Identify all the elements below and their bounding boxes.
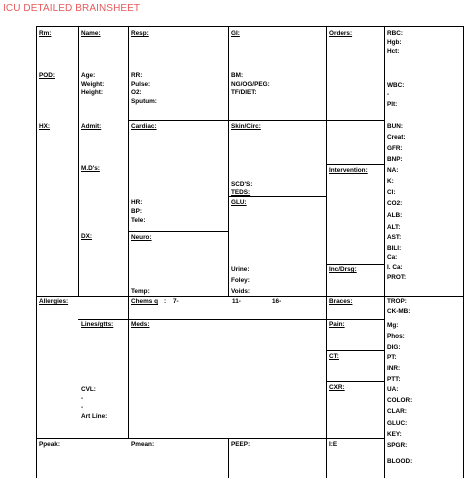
intervention-label: Intervention: — [329, 167, 368, 174]
tf-diet-label: TF/DIET: — [231, 89, 257, 96]
grid-line — [128, 120, 384, 121]
grid-line — [463, 26, 464, 478]
lab-label: CK-MB: — [387, 308, 411, 315]
lab-label: WBC: — [387, 82, 405, 89]
chems-colon: : — [164, 298, 167, 305]
lab-label: Hgb: — [387, 39, 402, 46]
mds-label: M.D's: — [81, 165, 100, 172]
admit-label: Admit: — [81, 123, 102, 130]
lab-label: PT: — [387, 354, 397, 361]
temp-label: Temp: — [131, 288, 150, 295]
chems-11-label: 11- — [232, 298, 241, 305]
cardiac-label: Cardiac: — [131, 123, 157, 130]
lab-label: AST: — [387, 234, 402, 241]
grid-line — [78, 319, 326, 320]
neuro-label: Neuro: — [131, 234, 152, 241]
lab-label: PTT: — [387, 376, 401, 383]
grid-line — [36, 296, 463, 297]
grid-line — [326, 26, 327, 478]
height-label: Height: — [81, 89, 104, 96]
grid-line — [384, 26, 385, 478]
grid-line — [228, 438, 229, 478]
meds-label: Meds: — [131, 321, 150, 328]
lab-label: DIG: — [387, 344, 401, 351]
weight-label: Weight: — [81, 81, 105, 88]
grid-line — [228, 26, 229, 296]
grid-line — [128, 26, 129, 438]
dx-label: DX: — [81, 233, 93, 240]
bp-label: BP: — [131, 208, 143, 215]
lab-label: KEY: — [387, 431, 402, 438]
sputum-label: Sputum: — [131, 98, 157, 105]
peep-label: PEEP: — [231, 441, 251, 448]
lab-label: Phos: — [387, 333, 405, 340]
lab-label: INR: — [387, 365, 401, 372]
pulse-label: Pulse: — [131, 81, 151, 88]
ng-og-peg-label: NG/OG/PEG: — [231, 81, 270, 88]
teds-label: TEDS: — [231, 189, 251, 196]
lab-label: CLAR: — [387, 408, 407, 415]
cxr-label: CXR: — [329, 384, 345, 391]
urine-label: Urine: — [231, 266, 250, 273]
lines-gtts-label: Lines/gtts: — [81, 321, 114, 328]
hx-label: HX: — [39, 123, 51, 130]
art-line-label: Art Line: — [81, 413, 108, 420]
lab-label: ALB: — [387, 212, 403, 219]
lab-label: NA: — [387, 167, 399, 174]
grid-line — [326, 164, 384, 165]
grid-line — [36, 26, 37, 478]
cvl-dash: - — [81, 395, 84, 402]
grid-line — [326, 381, 384, 382]
chems-label: Chems q — [131, 298, 158, 305]
gi-label: GI: — [231, 30, 240, 37]
ct-label: CT: — [329, 353, 339, 360]
skin-circ-label: Skin/Circ: — [231, 123, 261, 130]
foley-label: Foley: — [231, 277, 250, 284]
lab-label: COLOR: — [387, 397, 413, 404]
lab-label: RBC: — [387, 30, 403, 37]
brainsheet-grid — [36, 26, 464, 478]
grid-line — [326, 319, 384, 320]
name-label: Name: — [81, 30, 101, 37]
allergies-label: Allergies: — [39, 298, 69, 305]
lab-label: BILI: — [387, 245, 402, 252]
tele-label: Tele: — [131, 217, 146, 224]
orders-label: Orders: — [329, 30, 353, 37]
pmean-label: Pmean: — [131, 441, 155, 448]
voids-label: Voids: — [231, 288, 251, 295]
lab-label: Plt: — [387, 101, 398, 108]
lab-label: GLUC: — [387, 420, 408, 427]
ie-label: I:E — [329, 441, 338, 448]
cvl-label: CVL: — [81, 386, 96, 393]
bm-label: BM: — [231, 72, 244, 79]
grid-line — [36, 438, 384, 439]
o2-label: O2: — [131, 89, 142, 96]
grid-line — [326, 264, 384, 265]
grid-line — [128, 231, 228, 232]
scds-label: SCD'S: — [231, 181, 253, 188]
hr-label: HR: — [131, 199, 143, 206]
resp-label: Resp: — [131, 30, 149, 37]
chems-7-label: 7- — [173, 298, 179, 305]
lab-label: Creat: — [387, 134, 406, 141]
lab-label: SPGR: — [387, 442, 408, 449]
lab-label: Hct: — [387, 48, 400, 55]
lab-label: Cl: — [387, 189, 396, 196]
rr-label: RR: — [131, 72, 143, 79]
lab-label: ALT: — [387, 224, 401, 231]
lab-label: BLOOD: — [387, 458, 413, 465]
lab-label: Ca: — [387, 254, 398, 261]
lab-label: - — [387, 91, 390, 98]
lab-label: I. Ca: — [387, 264, 403, 271]
lab-label: CO2: — [387, 200, 403, 207]
lab-label: BNP: — [387, 156, 403, 163]
cvl-dash: - — [81, 404, 84, 411]
grid-line — [36, 26, 464, 27]
pain-label: Pain: — [329, 321, 345, 328]
grid-line — [326, 350, 384, 351]
lab-label: K: — [387, 178, 394, 185]
lab-label: TROP: — [387, 298, 407, 305]
grid-line — [78, 26, 79, 296]
lab-label: UA: — [387, 386, 399, 393]
lab-label: GFR: — [387, 145, 403, 152]
pod-label: POD: — [39, 72, 55, 79]
glu-label: GLU: — [231, 199, 247, 206]
inc-drsg-label: Inc/Drsg: — [329, 266, 357, 273]
lab-label: Mg: — [387, 322, 399, 329]
ppeak-label: Ppeak: — [39, 441, 60, 448]
lab-label: PROT: — [387, 274, 407, 281]
braces-label: Braces: — [329, 298, 353, 305]
age-label: Age: — [81, 72, 96, 79]
lab-label: BUN: — [387, 123, 403, 130]
page-title: ICU DETAILED BRAINSHEET — [3, 3, 141, 14]
rm-label: Rm: — [39, 30, 52, 37]
chems-16-label: 16- — [272, 298, 282, 305]
